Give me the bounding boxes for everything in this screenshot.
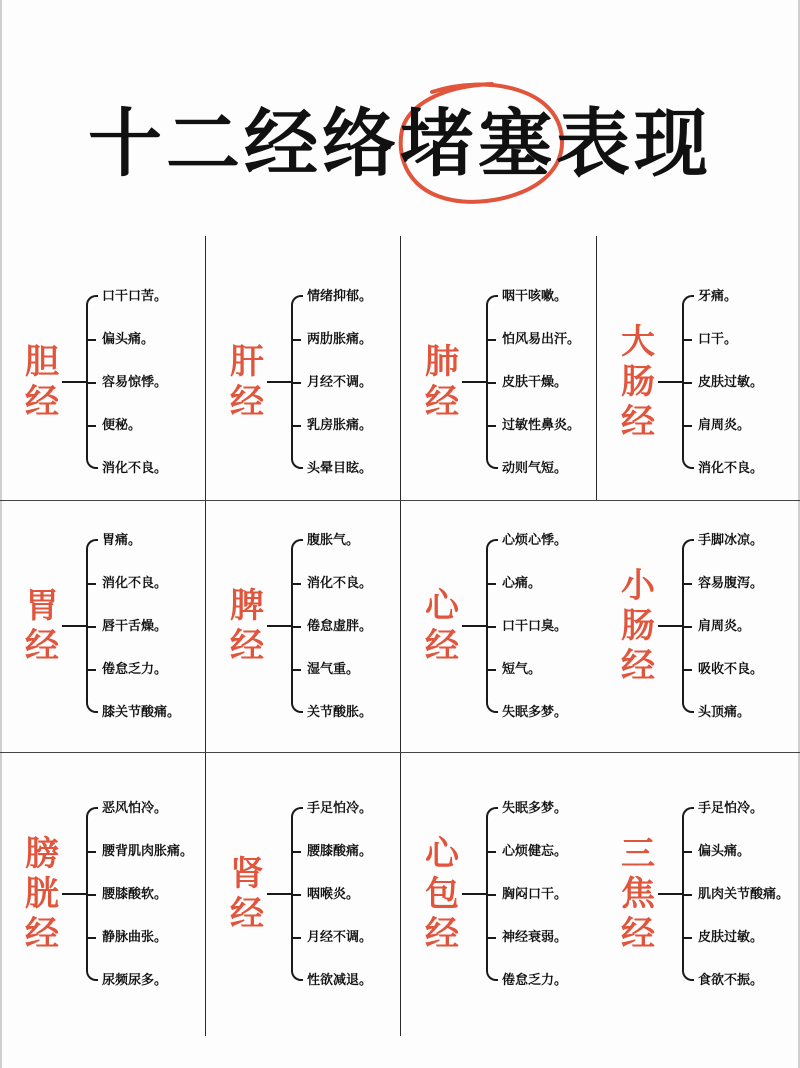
symptom-item: 唇干舌燥。: [102, 619, 168, 634]
symptom-item: 尿频尿多。: [102, 973, 168, 988]
meridian-name-char: 肺: [425, 342, 459, 382]
bracket-stem: [267, 381, 291, 383]
bracket-branch: [682, 894, 692, 896]
bracket-corner: [486, 295, 498, 307]
bracket-branch: [682, 382, 692, 384]
meridian-name: [422, 586, 462, 666]
symptom-item: 月经不调。: [307, 375, 373, 390]
symptom-item: 头顶痛。: [698, 705, 751, 720]
symptom-item: 倦怠乏力。: [102, 662, 168, 677]
bracket-branch: [682, 339, 692, 341]
meridian-name: [227, 586, 267, 666]
meridian-name-char: 经: [230, 894, 264, 934]
symptom-item: 咽干咳嗽。: [502, 289, 568, 304]
symptom-item: 消化不良。: [307, 576, 373, 591]
bracket-corner: [486, 701, 498, 713]
bracket-corner: [86, 539, 98, 551]
symptom-item: 心烦心悸。: [502, 533, 568, 548]
symptom-item: 肩周炎。: [698, 418, 751, 433]
symptom-item: 短气。: [502, 662, 542, 677]
bracket-stem: [462, 625, 486, 627]
meridian-name-char: 经: [621, 402, 655, 442]
meridian-name-char: 经: [25, 382, 59, 422]
bracket-corner: [291, 295, 303, 307]
symptom-item: 手脚冰凉。: [698, 533, 764, 548]
bracket-corner: [291, 539, 303, 551]
meridian-card: [205, 236, 400, 500]
symptom-item: 胸闷口干。: [502, 887, 568, 902]
symptom-item: 头晕目眩。: [307, 461, 373, 476]
bracket-corner: [682, 701, 694, 713]
meridian-name-char: 胱: [25, 874, 59, 914]
meridian-name-char: 经: [25, 914, 59, 954]
meridian-card: [205, 500, 400, 752]
bracket-branch: [486, 425, 496, 427]
bracket-branch: [486, 382, 496, 384]
symptom-item: 偏头痛。: [102, 332, 155, 347]
meridian-card: [596, 236, 791, 500]
bracket-stem: [462, 893, 486, 895]
meridian-card: [205, 752, 400, 1036]
meridian-card: [0, 752, 195, 1036]
bracket-branch: [486, 937, 496, 939]
meridian-name: [22, 834, 62, 954]
bracket-branch: [682, 425, 692, 427]
bracket-stem: [62, 625, 86, 627]
meridian-name-char: 经: [230, 382, 264, 422]
bracket-corner: [486, 969, 498, 981]
symptom-item: 动则气短。: [502, 461, 568, 476]
bracket-corner: [486, 457, 498, 469]
meridian-name-char: 三: [621, 834, 655, 874]
bracket-branch: [486, 851, 496, 853]
page-title: 十二经络堵塞表现: [88, 101, 712, 187]
symptom-item: 倦怠虚胖。: [307, 619, 373, 634]
meridian-name-char: 胃: [25, 586, 59, 626]
meridian-name-char: 经: [25, 626, 59, 666]
bracket-branch: [682, 937, 692, 939]
bracket-stem: [62, 381, 86, 383]
meridian-name: [618, 322, 658, 442]
symptom-item: 神经衰弱。: [502, 930, 568, 945]
symptom-item: 容易腹泻。: [698, 576, 764, 591]
symptom-item: 腹胀气。: [307, 533, 360, 548]
meridian-card: [400, 500, 595, 752]
bracket-branch: [291, 851, 301, 853]
bracket-stem: [267, 893, 291, 895]
bracket-corner: [682, 295, 694, 307]
symptom-item: 口干。: [698, 332, 738, 347]
bracket-branch: [86, 669, 96, 671]
symptom-item: 皮肤过敏。: [698, 930, 764, 945]
bracket-branch: [86, 382, 96, 384]
meridian-name: [227, 854, 267, 934]
meridian-card: [596, 500, 791, 752]
bracket-branch: [86, 937, 96, 939]
meridian-name-char: 大: [621, 322, 655, 362]
meridian-name-char: 肝: [230, 342, 264, 382]
symptom-item: 胃痛。: [102, 533, 142, 548]
symptom-item: 口干口苦。: [102, 289, 168, 304]
bracket-branch: [291, 669, 301, 671]
symptom-item: 恶风怕冷。: [102, 801, 168, 816]
meridian-card: [596, 752, 791, 1036]
meridian-name: [22, 342, 62, 422]
bracket-branch: [682, 851, 692, 853]
bracket-corner: [682, 807, 694, 819]
meridian-name-char: 经: [425, 382, 459, 422]
symptom-item: 偏头痛。: [698, 844, 751, 859]
bracket-corner: [86, 457, 98, 469]
symptom-item: 失眠多梦。: [502, 705, 568, 720]
bracket-corner: [682, 539, 694, 551]
meridian-name-char: 经: [621, 646, 655, 686]
symptom-item: 怕风易出汗。: [502, 332, 581, 347]
symptom-item: 皮肤干燥。: [502, 375, 568, 390]
bracket-branch: [86, 425, 96, 427]
bracket-branch: [86, 894, 96, 896]
meridian-name-char: 脾: [230, 586, 264, 626]
meridian-card: [0, 236, 195, 500]
symptom-item: 牙痛。: [698, 289, 738, 304]
symptom-item: 容易惊悸。: [102, 375, 168, 390]
symptom-item: 静脉曲张。: [102, 930, 168, 945]
meridian-name-char: 经: [230, 626, 264, 666]
bracket-corner: [682, 969, 694, 981]
bracket-branch: [682, 626, 692, 628]
meridian-name-char: 肠: [621, 606, 655, 646]
symptom-item: 口干口臭。: [502, 619, 568, 634]
symptom-item: 月经不调。: [307, 930, 373, 945]
symptom-item: 消化不良。: [102, 576, 168, 591]
bracket-branch: [486, 583, 496, 585]
meridian-name-char: 心: [425, 834, 459, 874]
symptom-item: 腰膝酸软。: [102, 887, 168, 902]
meridian-name-char: 膀: [25, 834, 59, 874]
meridian-name-char: 焦: [621, 874, 655, 914]
symptom-item: 手足怕冷。: [698, 801, 764, 816]
bracket-corner: [682, 457, 694, 469]
bracket-corner: [291, 969, 303, 981]
bracket-stem: [267, 625, 291, 627]
bracket-branch: [682, 669, 692, 671]
meridian-name-char: 肾: [230, 854, 264, 894]
symptom-item: 皮肤过敏。: [698, 375, 764, 390]
bracket-branch: [291, 425, 301, 427]
bracket-branch: [682, 583, 692, 585]
symptom-item: 心烦健忘。: [502, 844, 568, 859]
symptom-item: 咽喉炎。: [307, 887, 360, 902]
meridian-card: [400, 236, 595, 500]
symptom-item: 吸收不良。: [698, 662, 764, 677]
meridian-name: [227, 342, 267, 422]
meridian-name-char: 包: [425, 874, 459, 914]
meridian-grid: [0, 236, 800, 1036]
meridian-name-char: 心: [425, 586, 459, 626]
bracket-branch: [486, 669, 496, 671]
bracket-corner: [86, 295, 98, 307]
bracket-branch: [291, 937, 301, 939]
bracket-branch: [291, 382, 301, 384]
bracket-corner: [486, 539, 498, 551]
symptom-item: 手足怕冷。: [307, 801, 373, 816]
bracket-corner: [86, 701, 98, 713]
bracket-corner: [486, 807, 498, 819]
bracket-stem: [658, 381, 682, 383]
bracket-branch: [486, 626, 496, 628]
symptom-item: 乳房胀痛。: [307, 418, 373, 433]
bracket-corner: [86, 807, 98, 819]
bracket-branch: [86, 583, 96, 585]
symptom-item: 性欲减退。: [307, 973, 373, 988]
symptom-item: 肌肉关节酸痛。: [698, 887, 790, 902]
meridian-name: [422, 834, 462, 954]
bracket-corner: [86, 969, 98, 981]
meridian-name-char: 经: [621, 914, 655, 954]
bracket-corner: [291, 701, 303, 713]
meridian-name: [618, 566, 658, 686]
symptom-item: 湿气重。: [307, 662, 360, 677]
symptom-item: 失眠多梦。: [502, 801, 568, 816]
meridian-name-char: 小: [621, 566, 655, 606]
title-area: [0, 78, 800, 208]
bracket-stem: [62, 893, 86, 895]
bracket-stem: [658, 625, 682, 627]
symptom-item: 关节酸胀。: [307, 705, 373, 720]
symptom-item: 情绪抑郁。: [307, 289, 373, 304]
symptom-item: 腰背肌肉胀痛。: [102, 844, 194, 859]
bracket-stem: [462, 381, 486, 383]
symptom-item: 倦怠乏力。: [502, 973, 568, 988]
bracket-branch: [86, 851, 96, 853]
bracket-branch: [486, 894, 496, 896]
meridian-card: [0, 500, 195, 752]
meridian-name-char: 经: [425, 626, 459, 666]
meridian-name: [618, 834, 658, 954]
symptom-item: 过敏性鼻炎。: [502, 418, 581, 433]
symptom-item: 两肋胀痛。: [307, 332, 373, 347]
meridian-name: [22, 586, 62, 666]
meridian-name-char: 胆: [25, 342, 59, 382]
bracket-branch: [86, 339, 96, 341]
bracket-branch: [291, 339, 301, 341]
symptom-item: 消化不良。: [102, 461, 168, 476]
bracket-corner: [291, 807, 303, 819]
bracket-branch: [291, 626, 301, 628]
meridian-card: [400, 752, 595, 1036]
bracket-corner: [291, 457, 303, 469]
meridian-name-char: 经: [425, 914, 459, 954]
symptom-item: 心痛。: [502, 576, 542, 591]
bracket-branch: [86, 626, 96, 628]
meridian-name: [422, 342, 462, 422]
bracket-branch: [291, 583, 301, 585]
symptom-item: 消化不良。: [698, 461, 764, 476]
bracket-branch: [486, 339, 496, 341]
meridian-name-char: 肠: [621, 362, 655, 402]
symptom-item: 食欲不振。: [698, 973, 764, 988]
symptom-item: 腰膝酸痛。: [307, 844, 373, 859]
symptom-item: 膝关节酸痛。: [102, 705, 181, 720]
bracket-branch: [291, 894, 301, 896]
symptom-item: 便秘。: [102, 418, 142, 433]
symptom-item: 肩周炎。: [698, 619, 751, 634]
bracket-stem: [658, 893, 682, 895]
